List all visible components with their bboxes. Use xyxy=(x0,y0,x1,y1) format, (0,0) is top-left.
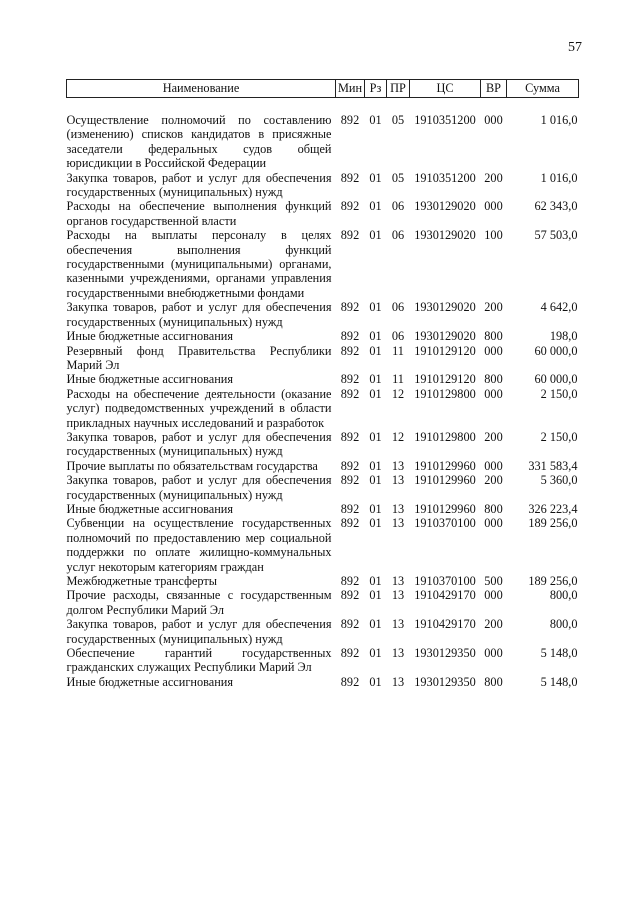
cell-name: Иные бюджетные ассигнования xyxy=(66,372,234,387)
cell-pr: 05 xyxy=(391,113,405,127)
cell-sum: 189 256,0 xyxy=(528,516,578,531)
cell-pr: 06 xyxy=(391,228,405,243)
cell-sum: 198,0 xyxy=(549,329,578,344)
cell-sum: 5 360,0 xyxy=(540,473,578,488)
cell-vr: 000 xyxy=(484,458,503,473)
cell-name: Иные бюджетные ассигнования xyxy=(66,674,234,689)
table-row xyxy=(67,113,579,171)
cell-cs: 1930129020 xyxy=(414,300,476,315)
cell-sum: 2 150,0 xyxy=(540,429,578,444)
cell-min: 892 xyxy=(340,113,360,127)
cell-min: 892 xyxy=(340,372,360,387)
cell-pr: 11 xyxy=(392,372,404,387)
cell-rz: 01 xyxy=(369,646,382,661)
cell-sum: 331 583,4 xyxy=(528,458,578,473)
cell-rz: 01 xyxy=(369,199,382,214)
cell-cs: 1910129960 xyxy=(414,473,476,488)
cell-rz: 01 xyxy=(369,501,382,516)
cell-pr: 13 xyxy=(391,646,405,661)
cell-vr: 500 xyxy=(484,574,503,588)
cell-cs: 1910370100 xyxy=(414,574,476,588)
cell-vr: 200 xyxy=(484,473,503,488)
cell-vr: 000 xyxy=(484,386,503,401)
cell-cs: 1930129020 xyxy=(414,329,476,344)
cell-cs: 1910129960 xyxy=(414,458,476,473)
table-row xyxy=(67,228,579,300)
cell-vr: 000 xyxy=(484,516,503,531)
cell-min: 892 xyxy=(340,473,360,488)
cell-min: 892 xyxy=(340,646,360,661)
cell-vr: 800 xyxy=(484,329,503,344)
cell-min: 892 xyxy=(340,588,360,603)
cell-vr: 200 xyxy=(484,429,503,444)
table-row xyxy=(67,459,579,473)
cell-sum: 62 343,0 xyxy=(534,199,578,214)
cell-rz: 01 xyxy=(369,372,382,387)
table-spacer xyxy=(67,98,579,114)
table-row xyxy=(67,430,579,459)
cell-pr: 06 xyxy=(391,199,405,214)
cell-name: Субвенции на осуществление государственных полномочий по предоставлению мер социальной поддержки по оплате жилищно-коммунальных услуг некоторым категориям граждан xyxy=(66,516,332,574)
cell-cs: 1910129120 xyxy=(414,343,476,358)
cell-name: Обеспечение гарантий государственных гражданских служащих Республики Марий Эл xyxy=(66,646,332,675)
table-row xyxy=(67,588,579,617)
header-rz: Рз xyxy=(365,80,387,98)
cell-pr: 13 xyxy=(391,674,405,689)
cell-name: Расходы на обеспечение выполнения функций органов государственной власти xyxy=(66,199,332,228)
cell-sum: 5 148,0 xyxy=(540,674,578,689)
cell-name: Расходы на обеспечение деятельности (оказание услуг) подведомственных учреждений в области прикладных научных исследований и разработок xyxy=(66,386,332,430)
header-pr: ПР xyxy=(387,80,410,98)
cell-name: Межбюджетные трансферты xyxy=(66,574,218,588)
cell-sum: 57 503,0 xyxy=(534,228,578,243)
cell-min: 892 xyxy=(340,228,360,243)
cell-rz: 01 xyxy=(369,574,382,588)
cell-sum: 5 148,0 xyxy=(540,646,578,661)
cell-cs: 1910351200 xyxy=(414,113,476,127)
cell-cs: 1910370100 xyxy=(414,516,476,531)
cell-pr: 13 xyxy=(391,473,405,488)
table-row xyxy=(67,516,579,574)
cell-cs: 1930129350 xyxy=(414,674,476,689)
cell-vr: 200 xyxy=(484,170,503,185)
cell-rz: 01 xyxy=(369,429,382,444)
table-row xyxy=(67,473,579,502)
cell-vr: 000 xyxy=(484,343,503,358)
cell-vr: 800 xyxy=(484,674,503,689)
cell-vr: 000 xyxy=(484,199,503,214)
table-row xyxy=(67,502,579,516)
cell-rz: 01 xyxy=(369,170,382,185)
cell-sum: 800,0 xyxy=(549,588,578,603)
cell-name: Закупка товаров, работ и услуг для обеспечения государственных (муниципальных) нужд xyxy=(66,429,332,459)
cell-rz: 01 xyxy=(369,113,382,127)
cell-cs: 1910129800 xyxy=(414,386,476,401)
cell-name: Прочие выплаты по обязательствам государства xyxy=(66,458,318,473)
cell-name: Закупка товаров, работ и услуг для обеспечения государственных (муниципальных) нужд xyxy=(66,170,332,200)
cell-sum: 189 256,0 xyxy=(528,574,578,588)
cell-sum: 1 016,0 xyxy=(540,170,578,185)
cell-pr: 11 xyxy=(392,343,404,358)
cell-cs: 1930129350 xyxy=(414,646,476,661)
header-min: Мин xyxy=(336,80,365,98)
table-row xyxy=(67,617,579,646)
header-sum: Сумма xyxy=(507,80,579,98)
cell-name: Осуществление полномочий по составлению (изменению) списков кандидатов в присяжные заседатели федеральных судов общей юрисдикции в Российской Федерации xyxy=(66,113,332,171)
cell-rz: 01 xyxy=(369,588,382,603)
cell-rz: 01 xyxy=(369,329,382,344)
cell-vr: 200 xyxy=(484,300,503,315)
cell-rz: 01 xyxy=(369,458,382,473)
cell-pr: 12 xyxy=(391,429,405,444)
table-row xyxy=(67,171,579,200)
table-row xyxy=(67,646,579,675)
cell-min: 892 xyxy=(340,300,360,315)
cell-name: Прочие расходы, связанные с государственным долгом Республики Марий Эл xyxy=(66,588,332,617)
cell-pr: 13 xyxy=(391,574,405,588)
cell-sum: 1 016,0 xyxy=(540,113,578,127)
cell-rz: 01 xyxy=(369,516,382,531)
cell-pr: 05 xyxy=(391,170,405,185)
cell-rz: 01 xyxy=(369,228,382,243)
cell-pr: 06 xyxy=(391,300,405,315)
cell-pr: 13 xyxy=(391,501,405,516)
cell-rz: 01 xyxy=(369,674,382,689)
cell-name: Иные бюджетные ассигнования xyxy=(66,329,234,344)
cell-sum: 326 223,4 xyxy=(528,501,578,516)
header-vr: ВР xyxy=(481,80,507,98)
table-row xyxy=(67,387,579,430)
cell-min: 892 xyxy=(340,199,360,214)
cell-name: Резервный фонд Правительства Республики Марий Эл xyxy=(66,343,332,372)
cell-min: 892 xyxy=(340,516,360,531)
budget-table xyxy=(66,79,579,689)
cell-vr: 800 xyxy=(484,501,503,516)
cell-vr: 100 xyxy=(484,228,503,243)
cell-min: 892 xyxy=(340,458,360,473)
cell-sum: 60 000,0 xyxy=(534,372,578,387)
header-name: Наименование xyxy=(67,80,336,98)
cell-vr: 800 xyxy=(484,372,503,387)
table-body xyxy=(67,98,579,690)
cell-cs: 1910429170 xyxy=(414,617,476,632)
cell-name: Закупка товаров, работ и услуг для обеспечения государственных (муниципальных) нужд xyxy=(66,617,332,646)
page-number: 57 xyxy=(568,40,582,55)
cell-vr: 000 xyxy=(484,588,503,603)
cell-cs: 1910129800 xyxy=(414,429,476,444)
cell-min: 892 xyxy=(340,386,360,401)
cell-sum: 60 000,0 xyxy=(534,343,578,358)
cell-sum: 800,0 xyxy=(549,617,578,632)
cell-vr: 000 xyxy=(484,646,503,661)
table-row xyxy=(67,574,579,588)
cell-name: Иные бюджетные ассигнования xyxy=(66,501,234,516)
cell-min: 892 xyxy=(340,329,360,344)
cell-sum: 4 642,0 xyxy=(540,300,578,315)
cell-vr: 000 xyxy=(484,113,503,127)
cell-min: 892 xyxy=(340,170,360,185)
cell-pr: 13 xyxy=(391,617,405,632)
header-cs: ЦС xyxy=(410,80,481,98)
table-row xyxy=(67,199,579,228)
cell-pr: 13 xyxy=(391,458,405,473)
table-row xyxy=(67,675,579,689)
cell-cs: 1910429170 xyxy=(414,588,476,603)
cell-cs: 1930129020 xyxy=(414,199,476,214)
table-row xyxy=(67,372,579,386)
cell-cs: 1910129960 xyxy=(414,501,476,516)
cell-name: Закупка товаров, работ и услуг для обеспечения государственных (муниципальных) нужд xyxy=(66,300,332,329)
table-row xyxy=(67,300,579,329)
cell-min: 892 xyxy=(340,574,360,588)
cell-pr: 12 xyxy=(391,386,405,401)
cell-pr: 13 xyxy=(391,588,405,603)
cell-name: Расходы на выплаты персоналу в целях обеспечения выполнения функций государственными (муниципальными) органами, казенными учреждениями, органами управления государственными внебюджетными фондами xyxy=(66,228,332,300)
cell-cs: 1910351200 xyxy=(414,170,476,185)
cell-rz: 01 xyxy=(369,300,382,315)
cell-min: 892 xyxy=(340,501,360,516)
cell-rz: 01 xyxy=(369,343,382,358)
cell-vr: 200 xyxy=(484,617,503,632)
table-row xyxy=(67,344,579,373)
cell-rz: 01 xyxy=(369,473,382,488)
cell-rz: 01 xyxy=(369,617,382,632)
cell-min: 892 xyxy=(340,674,360,689)
cell-cs: 1910129120 xyxy=(414,372,476,387)
table-header-row xyxy=(67,80,579,98)
cell-name: Закупка товаров, работ и услуг для обеспечения государственных (муниципальных) нужд xyxy=(66,473,332,502)
cell-min: 892 xyxy=(340,617,360,632)
cell-rz: 01 xyxy=(369,386,382,401)
cell-min: 892 xyxy=(340,429,360,444)
cell-pr: 13 xyxy=(391,516,405,531)
cell-sum: 2 150,0 xyxy=(540,386,578,401)
cell-min: 892 xyxy=(340,343,360,358)
table-row xyxy=(67,329,579,343)
cell-cs: 1930129020 xyxy=(414,228,476,243)
cell-pr: 06 xyxy=(391,329,405,344)
